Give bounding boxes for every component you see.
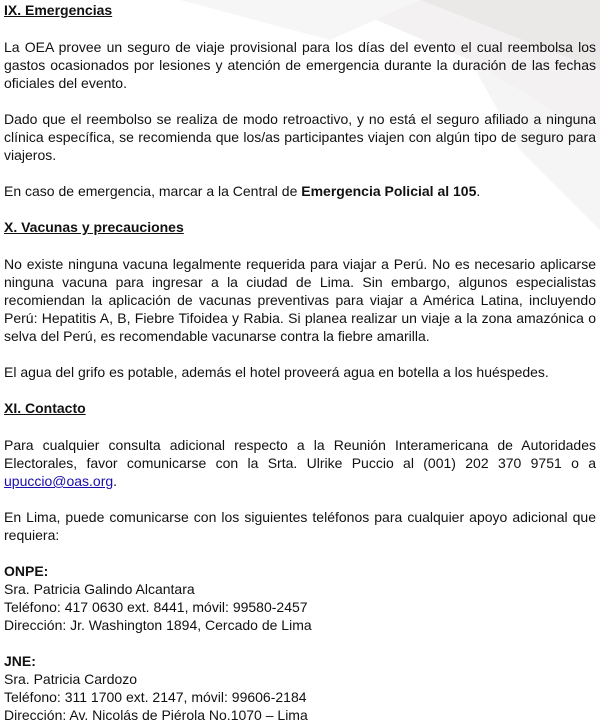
emergency-number: Emergencia Policial al 105	[301, 183, 477, 199]
section-title-contacto: XI. Contacto	[4, 400, 86, 416]
jne-address: Dirección: Av. Nicolás de Piérola No.1070 – Lima	[4, 707, 308, 723]
emergencias-paragraph-3	[4, 182, 596, 200]
onpe-label: ONPE:	[4, 563, 49, 579]
jne-label: JNE:	[4, 653, 36, 669]
onpe-contact-block	[4, 562, 596, 634]
onpe-name: Sra. Patricia Galindo Alcantara	[4, 581, 195, 597]
jne-phone: Teléfono: 311 1700 ext. 2147, móvil: 99606-2184	[4, 689, 307, 705]
section-title-emergencias: IX. Emergencias	[4, 2, 113, 18]
jne-contact-block	[4, 652, 596, 724]
contacto-paragraph-1	[4, 436, 596, 490]
section-title-vacunas: X. Vacunas y precauciones	[4, 219, 184, 235]
emergencias-paragraph-2: Dado que el reembolso se realiza de modo retroactivo, y no está el seguro afiliado a ninguna clínica específica, se recomienda que los/as participantes viajen con algún tipo de seguro para viajeros.	[4, 111, 596, 163]
emergencias-paragraph-1: La OEA provee un seguro de viaje provisional para los días del evento el cual reembolsa los gastos ocasionados por lesiones y atención de emergencia durante la duración de las fechas oficiales del evento.	[4, 39, 596, 91]
onpe-phone: Teléfono: 417 0630 ext. 8441, móvil: 99580-2457	[4, 599, 308, 615]
jne-name: Sra. Patricia Cardozo	[4, 671, 138, 687]
contacto-p1-text: Para cualquier consulta adicional respecto a la Reunión Interamericana de Autoridades Electorales, favor comunicarse con la Srta. Ulrike Puccio al (001) 202 370 9751 o a	[4, 437, 596, 471]
contacto-p1-suffix: .	[113, 473, 118, 489]
contacto-paragraph-2: En Lima, puede comunicarse con los siguientes teléfonos para cualquier apoyo adicional que requiera:	[4, 509, 596, 543]
emergencias-p3-prefix: En caso de emergencia, marcar a la Central de	[4, 183, 302, 199]
vacunas-paragraph-2: El agua del grifo es potable, además el hotel proveerá agua en botella a los huéspedes.	[4, 364, 549, 380]
onpe-address: Dirección: Jr. Washington 1894, Cercado de Lima	[4, 617, 312, 633]
vacunas-paragraph-1: No existe ninguna vacuna legalmente requerida para viajar a Perú. No es necesario aplicarse ninguna vacuna para ingresar a la ciudad de Lima. Sin embargo, algunos especialistas recomiendan la aplicación de vacunas preventivas para viajar a América Latina, incluyendo Perú: Hepatitis A, B, Fiebre Tifoidea y Rabia. Si planea realizar un viaje a la zona amazónica o selva del Perú, es recomendable vacunarse contra la fiebre amarilla.	[4, 256, 596, 344]
emergencias-p3-suffix: .	[476, 183, 481, 199]
email-link[interactable]: upuccio@oas.org	[4, 473, 114, 489]
